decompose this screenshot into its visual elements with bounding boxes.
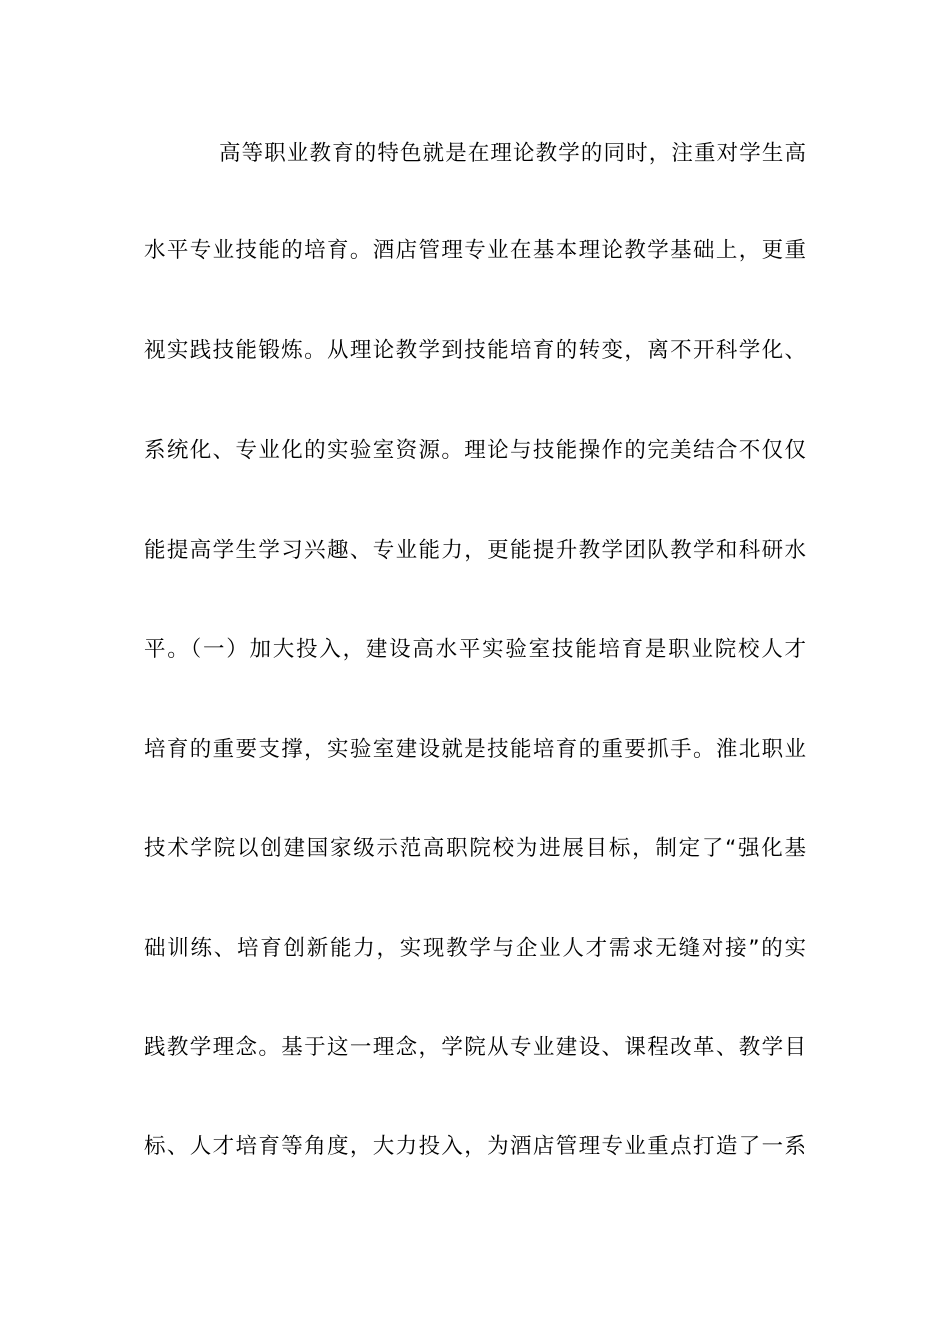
paragraph-line: 践教学理念。基于这一理念，学院从专业建设、课程改革、教学目: [144, 1035, 806, 1060]
paragraph-line: 能提高学生学习兴趣、专业能力，更能提升教学团队教学和科研水: [144, 538, 806, 563]
paragraph-line: 水平专业技能的培育。酒店管理专业在基本理论教学基础上，更重: [144, 238, 806, 263]
paragraph-line: 平。（一）加大投入，建设高水平实验室技能培育是职业院校人才: [144, 637, 806, 662]
paragraph-line: 系统化、专业化的实验室资源。理论与技能操作的完美结合不仅仅: [144, 438, 806, 463]
paragraph-line: 高等职业教育的特色就是在理论教学的同时，注重对学生高: [219, 141, 806, 166]
paragraph-line: 培育的重要支撑，实验室建设就是技能培育的重要抓手。淮北职业: [144, 737, 806, 762]
paragraph-line: 技术学院以创建国家级示范高职院校为进展目标，制定了“强化基: [144, 836, 806, 861]
paragraph-line: 标、人才培育等角度，大力投入，为酒店管理专业重点打造了一系: [144, 1134, 806, 1159]
paragraph-line: 视实践技能锻炼。从理论教学到技能培育的转变，离不开科学化、: [144, 338, 806, 363]
paragraph-line: 础训练、培育创新能力，实现教学与企业人才需求无缝对接”的实: [144, 936, 806, 961]
